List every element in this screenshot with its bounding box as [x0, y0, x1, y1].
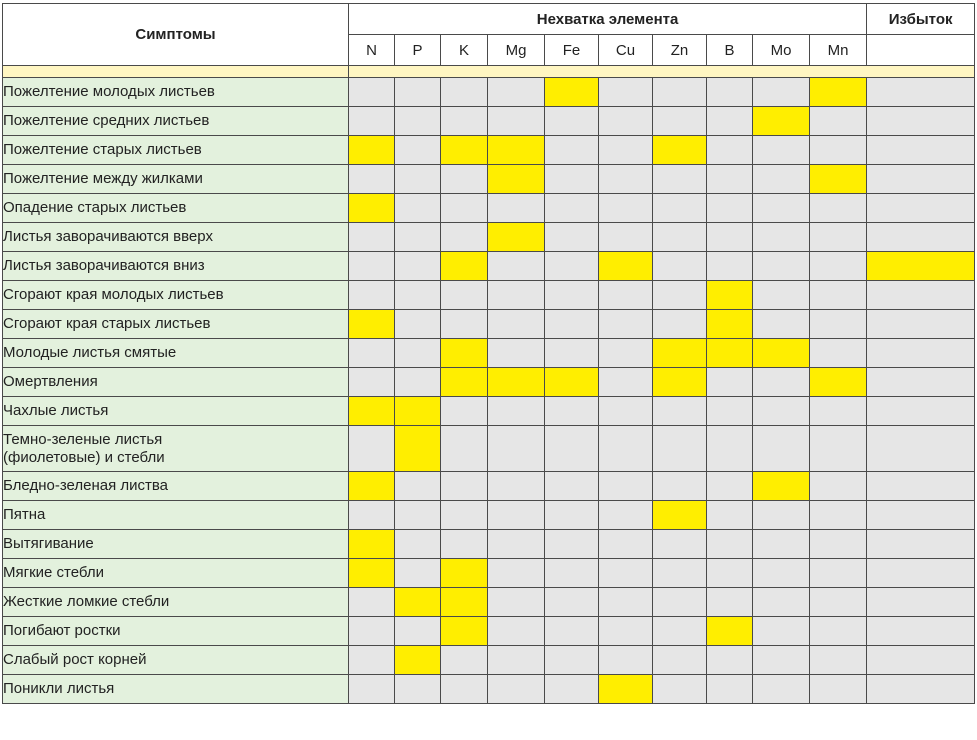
cell-mn-marked [810, 368, 867, 397]
cell-excess [867, 339, 975, 368]
cell-excess [867, 194, 975, 223]
cell-cu [599, 78, 653, 107]
cell-zn [653, 617, 707, 646]
table-row [3, 78, 975, 107]
cell-mn [810, 252, 867, 281]
element-header-mg: Mg [488, 35, 545, 66]
symptom-label: Погибают ростки [3, 617, 349, 646]
table-row [3, 501, 975, 530]
cell-mn [810, 339, 867, 368]
cell-mo [753, 530, 810, 559]
cell-b-marked [707, 617, 753, 646]
cell-mg [488, 646, 545, 675]
cell-k-marked [441, 559, 488, 588]
table-row [3, 136, 975, 165]
cell-mg [488, 675, 545, 704]
table-row [3, 617, 975, 646]
cell-cu-marked [599, 675, 653, 704]
cell-b [707, 588, 753, 617]
cell-mn [810, 426, 867, 472]
cell-mg [488, 339, 545, 368]
cell-mo [753, 252, 810, 281]
element-header-p: P [395, 35, 441, 66]
cell-excess [867, 559, 975, 588]
symptom-label: Пожелтение молодых листьев [3, 78, 349, 107]
cell-b-marked [707, 281, 753, 310]
cell-fe [545, 559, 599, 588]
cell-cu [599, 646, 653, 675]
cell-n [349, 339, 395, 368]
cell-mo [753, 675, 810, 704]
cell-b [707, 368, 753, 397]
cell-mn-marked [810, 165, 867, 194]
cell-cu [599, 339, 653, 368]
cell-mg [488, 194, 545, 223]
cell-zn [653, 223, 707, 252]
cell-p [395, 281, 441, 310]
table-row [3, 646, 975, 675]
cell-p [395, 223, 441, 252]
cell-cu [599, 530, 653, 559]
cell-zn [653, 252, 707, 281]
cell-mo [753, 223, 810, 252]
cell-fe-marked [545, 368, 599, 397]
cell-zn-marked [653, 136, 707, 165]
symptom-label: Сгорают края молодых листьев [3, 281, 349, 310]
cell-excess [867, 78, 975, 107]
cell-b [707, 559, 753, 588]
symptoms-header: Симптомы [3, 4, 349, 66]
cell-fe [545, 675, 599, 704]
cell-mg [488, 310, 545, 339]
cell-mg-marked [488, 223, 545, 252]
cell-mo [753, 646, 810, 675]
cell-mg-marked [488, 165, 545, 194]
excess-header-blank [867, 35, 975, 66]
element-header-zn: Zn [653, 35, 707, 66]
cell-k-marked [441, 588, 488, 617]
cell-mo [753, 368, 810, 397]
cell-p [395, 78, 441, 107]
excess-header: Избыток [867, 4, 975, 35]
cell-mn-marked [810, 78, 867, 107]
element-header-cu: Cu [599, 35, 653, 66]
table-row [3, 252, 975, 281]
cell-mg [488, 617, 545, 646]
cell-cu [599, 281, 653, 310]
cell-excess [867, 107, 975, 136]
element-header-mn: Mn [810, 35, 867, 66]
cell-p [395, 530, 441, 559]
cell-mo [753, 194, 810, 223]
cell-cu-marked [599, 252, 653, 281]
element-header-fe: Fe [545, 35, 599, 66]
cell-zn [653, 281, 707, 310]
cell-n-marked [349, 136, 395, 165]
cell-k [441, 530, 488, 559]
cell-b [707, 136, 753, 165]
cell-n [349, 368, 395, 397]
cell-cu [599, 194, 653, 223]
cell-n [349, 223, 395, 252]
cell-b [707, 426, 753, 472]
cell-mn [810, 530, 867, 559]
cell-zn [653, 646, 707, 675]
cell-b-marked [707, 310, 753, 339]
cell-p [395, 617, 441, 646]
cell-fe-marked [545, 78, 599, 107]
cell-cu [599, 588, 653, 617]
cell-p [395, 194, 441, 223]
cell-n [349, 617, 395, 646]
cell-cu [599, 617, 653, 646]
symptom-label: Молодые листья смятые [3, 339, 349, 368]
cell-excess [867, 530, 975, 559]
cell-fe [545, 646, 599, 675]
cell-p [395, 472, 441, 501]
cell-mn [810, 472, 867, 501]
cell-cu [599, 559, 653, 588]
cell-cu [599, 426, 653, 472]
cell-mg-marked [488, 368, 545, 397]
cell-fe [545, 223, 599, 252]
cell-fe [545, 165, 599, 194]
cell-excess [867, 310, 975, 339]
cell-n [349, 426, 395, 472]
cell-mo [753, 426, 810, 472]
cell-mg [488, 588, 545, 617]
cell-zn-marked [653, 501, 707, 530]
table-row [3, 310, 975, 339]
cell-fe [545, 136, 599, 165]
cell-b [707, 252, 753, 281]
cell-p [395, 559, 441, 588]
cell-n [349, 588, 395, 617]
cell-mn [810, 310, 867, 339]
cell-zn [653, 426, 707, 472]
cell-fe [545, 252, 599, 281]
cell-fe [545, 310, 599, 339]
cell-mg [488, 107, 545, 136]
cell-cu [599, 501, 653, 530]
cell-p [395, 136, 441, 165]
cell-mg [488, 472, 545, 501]
cell-fe [545, 426, 599, 472]
cell-zn [653, 194, 707, 223]
cell-mo [753, 281, 810, 310]
cell-p [395, 107, 441, 136]
symptom-label: Жесткие ломкие стебли [3, 588, 349, 617]
symptom-label: Бледно-зеленая листва [3, 472, 349, 501]
cell-mg [488, 397, 545, 426]
cell-mn [810, 646, 867, 675]
cell-excess [867, 588, 975, 617]
symptom-label: Темно-зеленые листья (фиолетовые) и стебли [3, 426, 349, 472]
cell-mo-marked [753, 107, 810, 136]
cell-k-marked [441, 136, 488, 165]
cell-mo-marked [753, 339, 810, 368]
cell-n-marked [349, 194, 395, 223]
cell-excess [867, 472, 975, 501]
cell-mn [810, 281, 867, 310]
cell-p [395, 339, 441, 368]
cell-n-marked [349, 559, 395, 588]
symptom-label: Пожелтение старых листьев [3, 136, 349, 165]
cell-fe [545, 194, 599, 223]
cell-n [349, 281, 395, 310]
symptom-deficiency-table [2, 3, 975, 704]
cell-b [707, 472, 753, 501]
table-row [3, 107, 975, 136]
cell-n [349, 78, 395, 107]
element-header-k: K [441, 35, 488, 66]
cell-fe [545, 107, 599, 136]
cell-mg [488, 530, 545, 559]
cell-excess-marked [867, 252, 975, 281]
cell-excess [867, 501, 975, 530]
cell-mg [488, 559, 545, 588]
symptom-label: Листья заворачиваются вверх [3, 223, 349, 252]
cell-p [395, 501, 441, 530]
cell-mo [753, 78, 810, 107]
cell-n [349, 501, 395, 530]
cell-mo [753, 617, 810, 646]
cell-fe [545, 397, 599, 426]
spacer-cell [349, 66, 975, 78]
cell-k [441, 78, 488, 107]
cell-b [707, 194, 753, 223]
cell-mo [753, 136, 810, 165]
cell-mn [810, 397, 867, 426]
table-row [3, 368, 975, 397]
symptom-label: Пожелтение средних листьев [3, 107, 349, 136]
cell-excess [867, 223, 975, 252]
cell-k-marked [441, 617, 488, 646]
cell-k [441, 223, 488, 252]
cell-n [349, 252, 395, 281]
symptom-label: Вытягивание [3, 530, 349, 559]
cell-k [441, 281, 488, 310]
cell-zn [653, 78, 707, 107]
table-row [3, 223, 975, 252]
symptom-label: Опадение старых листьев [3, 194, 349, 223]
cell-b [707, 675, 753, 704]
cell-mn [810, 501, 867, 530]
cell-n [349, 646, 395, 675]
cell-cu [599, 136, 653, 165]
cell-fe [545, 281, 599, 310]
cell-mo [753, 165, 810, 194]
cell-k [441, 194, 488, 223]
cell-cu [599, 368, 653, 397]
table-row [3, 397, 975, 426]
table-row [3, 281, 975, 310]
cell-excess [867, 426, 975, 472]
cell-zn [653, 472, 707, 501]
cell-zn [653, 310, 707, 339]
cell-fe [545, 588, 599, 617]
cell-n-marked [349, 397, 395, 426]
cell-mg-marked [488, 136, 545, 165]
symptom-label: Поникли листья [3, 675, 349, 704]
cell-mg [488, 252, 545, 281]
cell-cu [599, 107, 653, 136]
cell-mg [488, 501, 545, 530]
cell-excess [867, 368, 975, 397]
cell-k-marked [441, 252, 488, 281]
cell-zn [653, 675, 707, 704]
cell-zn [653, 559, 707, 588]
cell-excess [867, 646, 975, 675]
element-header-b: B [707, 35, 753, 66]
cell-b [707, 78, 753, 107]
cell-b [707, 530, 753, 559]
cell-mn [810, 107, 867, 136]
cell-fe [545, 339, 599, 368]
cell-k [441, 107, 488, 136]
table-body [3, 66, 975, 704]
cell-excess [867, 136, 975, 165]
cell-mn [810, 559, 867, 588]
cell-zn [653, 397, 707, 426]
cell-zn [653, 530, 707, 559]
cell-k [441, 472, 488, 501]
cell-mn [810, 675, 867, 704]
cell-cu [599, 165, 653, 194]
cell-p [395, 252, 441, 281]
cell-k-marked [441, 339, 488, 368]
cell-p [395, 368, 441, 397]
cell-k [441, 501, 488, 530]
header-spacer-row [3, 66, 975, 78]
cell-b-marked [707, 339, 753, 368]
cell-p [395, 165, 441, 194]
cell-p-marked [395, 588, 441, 617]
cell-cu [599, 472, 653, 501]
cell-k [441, 397, 488, 426]
cell-zn [653, 165, 707, 194]
cell-fe [545, 501, 599, 530]
deficiency-header: Нехватка элемента [349, 4, 867, 35]
cell-k [441, 675, 488, 704]
element-header-mo: Mo [753, 35, 810, 66]
cell-k-marked [441, 368, 488, 397]
cell-cu [599, 397, 653, 426]
cell-b [707, 223, 753, 252]
symptom-label: Пятна [3, 501, 349, 530]
spacer-cell [3, 66, 349, 78]
cell-b [707, 501, 753, 530]
table-row [3, 588, 975, 617]
cell-k [441, 165, 488, 194]
cell-mn [810, 194, 867, 223]
cell-cu [599, 310, 653, 339]
cell-n [349, 675, 395, 704]
cell-mg [488, 281, 545, 310]
cell-mn [810, 223, 867, 252]
cell-p [395, 675, 441, 704]
symptom-label: Листья заворачиваются вниз [3, 252, 349, 281]
cell-excess [867, 617, 975, 646]
symptom-label: Омертвления [3, 368, 349, 397]
symptom-label: Чахлые листья [3, 397, 349, 426]
cell-excess [867, 675, 975, 704]
cell-mo [753, 501, 810, 530]
table-row [3, 472, 975, 501]
cell-zn [653, 107, 707, 136]
cell-k [441, 426, 488, 472]
cell-mo [753, 397, 810, 426]
cell-mo-marked [753, 472, 810, 501]
cell-mg [488, 426, 545, 472]
cell-b [707, 397, 753, 426]
cell-excess [867, 165, 975, 194]
symptom-label: Сгорают края старых листьев [3, 310, 349, 339]
cell-excess [867, 397, 975, 426]
cell-n-marked [349, 310, 395, 339]
cell-p-marked [395, 426, 441, 472]
cell-mo [753, 559, 810, 588]
cell-p-marked [395, 646, 441, 675]
cell-cu [599, 223, 653, 252]
cell-mg [488, 78, 545, 107]
table-row [3, 165, 975, 194]
cell-p-marked [395, 397, 441, 426]
cell-n-marked [349, 472, 395, 501]
cell-b [707, 646, 753, 675]
table-row [3, 675, 975, 704]
symptom-label: Пожелтение между жилками [3, 165, 349, 194]
table-row [3, 339, 975, 368]
table-row [3, 426, 975, 472]
cell-p [395, 310, 441, 339]
cell-n [349, 107, 395, 136]
symptom-label: Мягкие стебли [3, 559, 349, 588]
element-header-n: N [349, 35, 395, 66]
cell-mn [810, 136, 867, 165]
cell-fe [545, 617, 599, 646]
table-row [3, 559, 975, 588]
cell-mn [810, 617, 867, 646]
symptom-label: Слабый рост корней [3, 646, 349, 675]
table-row [3, 194, 975, 223]
cell-excess [867, 281, 975, 310]
cell-n-marked [349, 530, 395, 559]
cell-k [441, 646, 488, 675]
cell-zn-marked [653, 339, 707, 368]
cell-b [707, 107, 753, 136]
cell-zn [653, 588, 707, 617]
cell-mo [753, 588, 810, 617]
cell-b [707, 165, 753, 194]
cell-mo [753, 310, 810, 339]
cell-fe [545, 472, 599, 501]
cell-fe [545, 530, 599, 559]
cell-k [441, 310, 488, 339]
table-row [3, 530, 975, 559]
cell-mn [810, 588, 867, 617]
cell-n [349, 165, 395, 194]
cell-zn-marked [653, 368, 707, 397]
